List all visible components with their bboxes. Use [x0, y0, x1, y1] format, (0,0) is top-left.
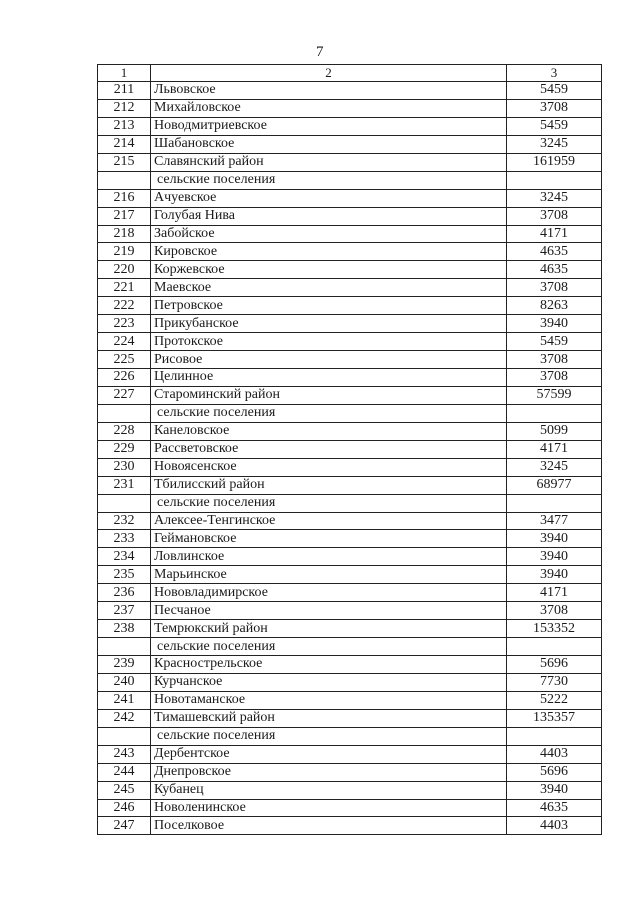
table-subheader-row [98, 494, 602, 512]
table-subheader-row [98, 638, 602, 656]
row-value-cell: 135357 [507, 709, 602, 727]
table-row [98, 135, 602, 153]
row-number-cell [98, 404, 151, 422]
row-value-cell [507, 171, 602, 189]
row-number-cell: 212 [98, 99, 151, 117]
table-row [98, 656, 602, 674]
table-row [98, 422, 602, 440]
table-row [98, 458, 602, 476]
row-value-cell: 161959 [507, 153, 602, 171]
row-name-cell: Дербентское [151, 745, 507, 763]
row-name-cell: Тимашевский район [151, 709, 507, 727]
table-row [98, 799, 602, 817]
table-row [98, 584, 602, 602]
table-row [98, 386, 602, 404]
row-number-cell: 213 [98, 117, 151, 135]
row-value-cell [507, 494, 602, 512]
table-row [98, 745, 602, 763]
row-number-cell: 231 [98, 476, 151, 494]
row-value-cell: 8263 [507, 297, 602, 315]
row-name-cell: Шабановское [151, 135, 507, 153]
table-subheader-row [98, 727, 602, 745]
table-row [98, 297, 602, 315]
row-number-cell: 216 [98, 189, 151, 207]
header-cell-value: 3 [507, 65, 602, 82]
table-row [98, 440, 602, 458]
row-value-cell: 5099 [507, 422, 602, 440]
row-number-cell: 246 [98, 799, 151, 817]
row-name-cell: Михайловское [151, 99, 507, 117]
page-number: 7 [316, 44, 324, 60]
row-name-cell: Прикубанское [151, 315, 507, 333]
row-name-cell: Ловлинское [151, 548, 507, 566]
row-name-cell: Курчанское [151, 673, 507, 691]
table-row [98, 153, 602, 171]
table-row [98, 225, 602, 243]
row-number-cell: 232 [98, 512, 151, 530]
row-name-cell: Славянский район [151, 153, 507, 171]
row-number-cell: 224 [98, 333, 151, 351]
row-value-cell: 3708 [507, 369, 602, 387]
row-name-cell: Рассветовское [151, 440, 507, 458]
row-name-cell: сельские поселения [151, 494, 507, 512]
row-value-cell: 4171 [507, 225, 602, 243]
row-value-cell: 4171 [507, 440, 602, 458]
row-value-cell: 5459 [507, 82, 602, 100]
table-subheader-row [98, 404, 602, 422]
table-row [98, 566, 602, 584]
row-value-cell: 3245 [507, 189, 602, 207]
row-value-cell: 3940 [507, 530, 602, 548]
row-name-cell: Львовское [151, 82, 507, 100]
row-number-cell: 225 [98, 351, 151, 369]
table-row [98, 602, 602, 620]
row-number-cell: 211 [98, 82, 151, 100]
row-number-cell: 221 [98, 279, 151, 297]
row-name-cell: Днепровское [151, 763, 507, 781]
row-name-cell: Тбилисский район [151, 476, 507, 494]
table-row [98, 512, 602, 530]
row-value-cell: 3940 [507, 315, 602, 333]
table-row [98, 530, 602, 548]
table-row [98, 99, 602, 117]
table-subheader-row [98, 171, 602, 189]
row-number-cell: 235 [98, 566, 151, 584]
row-number-cell: 227 [98, 386, 151, 404]
row-value-cell: 57599 [507, 386, 602, 404]
row-number-cell: 233 [98, 530, 151, 548]
row-value-cell: 3708 [507, 207, 602, 225]
row-name-cell: Рисовое [151, 351, 507, 369]
row-value-cell: 4403 [507, 745, 602, 763]
row-name-cell: Новодмитриевское [151, 117, 507, 135]
row-name-cell: Целинное [151, 369, 507, 387]
row-name-cell: сельские поселения [151, 404, 507, 422]
row-value-cell: 4403 [507, 817, 602, 835]
row-value-cell: 153352 [507, 620, 602, 638]
table-row [98, 351, 602, 369]
row-name-cell: Краснострельское [151, 656, 507, 674]
table-row [98, 207, 602, 225]
row-value-cell: 3708 [507, 351, 602, 369]
row-value-cell: 4171 [507, 584, 602, 602]
row-value-cell: 3940 [507, 548, 602, 566]
table-row [98, 261, 602, 279]
row-value-cell: 3245 [507, 458, 602, 476]
row-number-cell: 247 [98, 817, 151, 835]
row-name-cell: Петровское [151, 297, 507, 315]
table-row [98, 476, 602, 494]
row-name-cell: сельские поселения [151, 638, 507, 656]
row-name-cell: Алексее-Тенгинское [151, 512, 507, 530]
row-value-cell: 3940 [507, 781, 602, 799]
row-number-cell: 243 [98, 745, 151, 763]
table-row [98, 673, 602, 691]
row-number-cell: 239 [98, 656, 151, 674]
row-value-cell [507, 404, 602, 422]
row-name-cell: Канеловское [151, 422, 507, 440]
row-name-cell: Староминский район [151, 386, 507, 404]
row-number-cell: 228 [98, 422, 151, 440]
row-name-cell: сельские поселения [151, 727, 507, 745]
row-number-cell: 223 [98, 315, 151, 333]
row-name-cell: Поселковое [151, 817, 507, 835]
table-row [98, 82, 602, 100]
row-name-cell: Кировское [151, 243, 507, 261]
row-value-cell: 5696 [507, 656, 602, 674]
row-name-cell: Забойское [151, 225, 507, 243]
row-name-cell: Нововладимирское [151, 584, 507, 602]
row-value-cell: 3477 [507, 512, 602, 530]
row-number-cell: 234 [98, 548, 151, 566]
row-name-cell: сельские поселения [151, 171, 507, 189]
table-row [98, 333, 602, 351]
table-row [98, 691, 602, 709]
table-row [98, 548, 602, 566]
row-name-cell: Темрюкский район [151, 620, 507, 638]
row-number-cell: 218 [98, 225, 151, 243]
table-row [98, 315, 602, 333]
header-cell-number: 1 [98, 65, 151, 82]
row-value-cell: 3245 [507, 135, 602, 153]
row-number-cell: 245 [98, 781, 151, 799]
row-number-cell [98, 638, 151, 656]
settlements-table [97, 64, 602, 835]
row-name-cell: Маевское [151, 279, 507, 297]
row-value-cell: 5696 [507, 763, 602, 781]
table-row [98, 243, 602, 261]
table-row [98, 279, 602, 297]
row-value-cell [507, 727, 602, 745]
row-number-cell: 230 [98, 458, 151, 476]
row-name-cell: Протокское [151, 333, 507, 351]
row-value-cell: 5222 [507, 691, 602, 709]
table-row [98, 620, 602, 638]
table-row [98, 781, 602, 799]
row-number-cell [98, 727, 151, 745]
row-name-cell: Геймановское [151, 530, 507, 548]
row-number-cell: 244 [98, 763, 151, 781]
row-number-cell: 215 [98, 153, 151, 171]
table-row [98, 709, 602, 727]
row-name-cell: Новотаманское [151, 691, 507, 709]
table-body [98, 65, 602, 835]
row-number-cell: 217 [98, 207, 151, 225]
row-number-cell: 241 [98, 691, 151, 709]
row-value-cell: 3708 [507, 99, 602, 117]
row-number-cell: 238 [98, 620, 151, 638]
row-number-cell: 219 [98, 243, 151, 261]
header-cell-name: 2 [151, 65, 507, 82]
row-name-cell: Голубая Нива [151, 207, 507, 225]
row-number-cell: 214 [98, 135, 151, 153]
row-number-cell: 237 [98, 602, 151, 620]
row-name-cell: Новоясенское [151, 458, 507, 476]
table-row [98, 117, 602, 135]
row-name-cell: Марьинское [151, 566, 507, 584]
row-value-cell: 3708 [507, 279, 602, 297]
row-value-cell: 7730 [507, 673, 602, 691]
row-value-cell: 5459 [507, 333, 602, 351]
table-row [98, 763, 602, 781]
row-name-cell: Кубанец [151, 781, 507, 799]
row-value-cell: 68977 [507, 476, 602, 494]
row-number-cell [98, 494, 151, 512]
row-name-cell: Ачуевское [151, 189, 507, 207]
row-value-cell: 4635 [507, 799, 602, 817]
row-number-cell: 229 [98, 440, 151, 458]
row-name-cell: Коржевское [151, 261, 507, 279]
row-number-cell: 242 [98, 709, 151, 727]
row-value-cell: 4635 [507, 243, 602, 261]
row-value-cell: 3708 [507, 602, 602, 620]
row-number-cell: 220 [98, 261, 151, 279]
row-number-cell: 226 [98, 369, 151, 387]
row-number-cell [98, 171, 151, 189]
table-row [98, 369, 602, 387]
row-value-cell: 5459 [507, 117, 602, 135]
row-number-cell: 240 [98, 673, 151, 691]
table-row [98, 189, 602, 207]
row-value-cell [507, 638, 602, 656]
table-row [98, 817, 602, 835]
row-name-cell: Песчаное [151, 602, 507, 620]
row-name-cell: Новоленинское [151, 799, 507, 817]
row-value-cell: 4635 [507, 261, 602, 279]
row-value-cell: 3940 [507, 566, 602, 584]
row-number-cell: 222 [98, 297, 151, 315]
table-header-row [98, 65, 602, 82]
row-number-cell: 236 [98, 584, 151, 602]
